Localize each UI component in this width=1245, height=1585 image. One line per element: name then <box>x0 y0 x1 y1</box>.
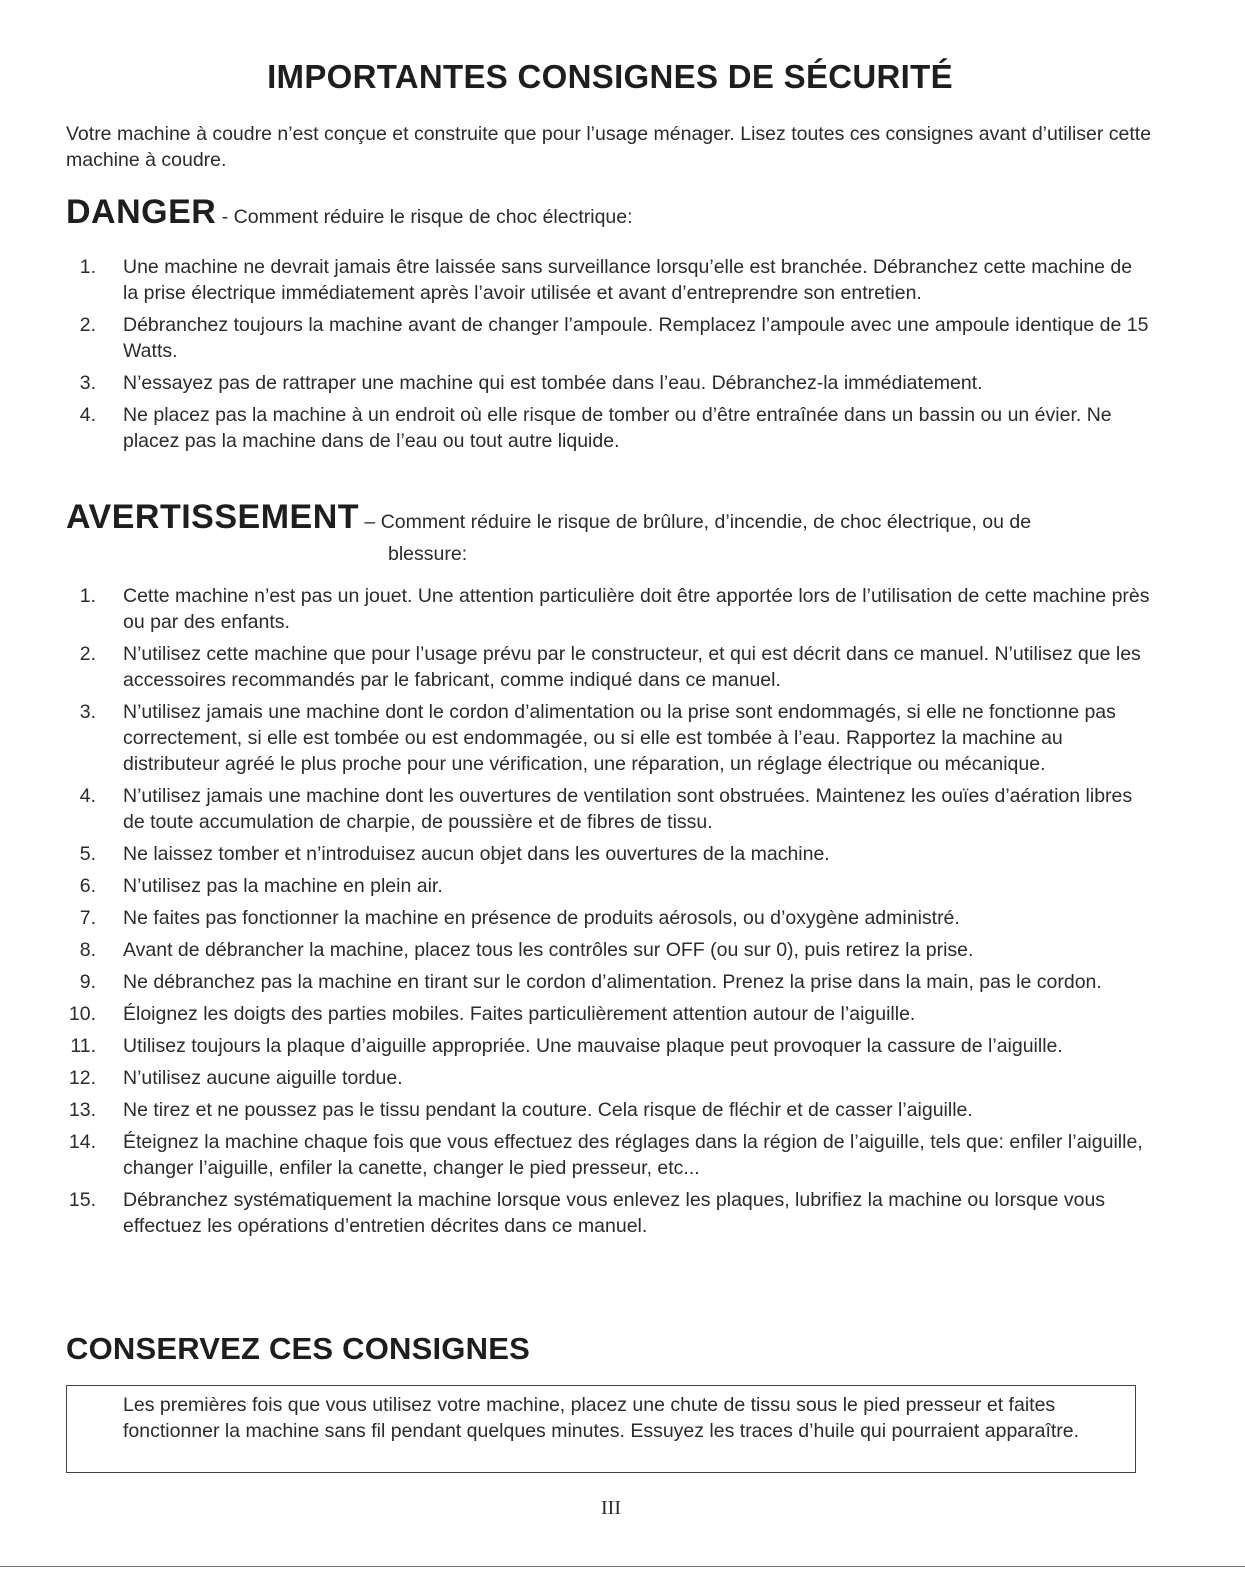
danger-subtitle: - Comment réduire le risque de choc électrique: <box>216 206 633 228</box>
warning-subtitle-line2: blessure: <box>388 543 468 565</box>
list-item <box>66 905 1151 931</box>
item-text: Avant de débrancher la machine, placez tous les contrôles sur OFF (ou sur 0), puis retirez la prise. <box>123 939 974 961</box>
list-item <box>66 641 1151 693</box>
item-number: 1. <box>79 585 96 607</box>
item-text: N’utilisez pas la machine en plein air. <box>123 875 443 897</box>
item-number: 3. <box>79 701 96 723</box>
item-number: 5. <box>79 843 96 865</box>
item-number: 1. <box>79 256 96 278</box>
item-number: 2. <box>79 314 96 336</box>
list-item <box>66 937 1151 963</box>
list-item <box>66 1065 1151 1091</box>
page-number: III <box>601 1497 621 1519</box>
item-number: 6. <box>79 875 96 897</box>
danger-heading <box>66 193 633 232</box>
warning-list <box>66 583 1151 1245</box>
list-item <box>66 402 1151 454</box>
item-text: Ne débranchez pas la machine en tirant sur le cordon d’alimentation. Prenez la prise dans la main, pas le cordon. <box>123 971 1102 993</box>
conserve-heading: CONSERVEZ CES CONSIGNES <box>66 1331 530 1366</box>
item-number: 11. <box>70 1035 96 1057</box>
item-number: 12. <box>68 1067 96 1089</box>
item-text: Ne placez pas la machine à un endroit où elle risque de tomber ou d’être entraînée dans un bassin ou un évier. Ne placez pas la machine dans de l’eau ou tout autre liquide. <box>123 404 1112 452</box>
item-text: Éloignez les doigts des parties mobiles. Faites particulièrement attention autour de l’aiguille. <box>123 1003 916 1025</box>
warning-keyword: AVERTISSEMENT <box>66 498 360 536</box>
item-number: 7. <box>79 907 96 929</box>
list-item <box>66 873 1151 899</box>
list-item <box>66 1097 1151 1123</box>
note-text: Les premières fois que vous utilisez votre machine, placez une chute de tissu sous le pied presseur et faites fonctionner la machine sans fil pendant quelques minutes. Essuyez les traces d’huile qui pourraient apparaître. <box>123 1394 1080 1442</box>
list-item <box>66 699 1151 777</box>
list-item <box>66 841 1151 867</box>
intro-paragraph: Votre machine à coudre n’est conçue et construite que pour l’usage ménager. Lisez toutes ces consignes avant d’utiliser cette machine à coudre. <box>66 123 1152 171</box>
danger-keyword: DANGER <box>66 193 217 231</box>
list-item <box>66 370 1151 396</box>
list-item <box>66 1033 1151 1059</box>
item-number: 13. <box>68 1099 96 1121</box>
item-number: 4. <box>79 785 96 807</box>
item-text: Une machine ne devrait jamais être laissée sans surveillance lorsqu’elle est branchée. Débranchez cette machine de la prise électrique immédiatement après l’avoir utilisée et avant d’entreprendre son entretien. <box>123 256 1133 304</box>
item-number: 2. <box>79 643 96 665</box>
item-text: Éteignez la machine chaque fois que vous effectuez des réglages dans la région de l’aiguille, tels que: enfiler l’aiguille, changer l’aiguille, enfiler la canette, changer le pied presseur, etc... <box>123 1131 1143 1179</box>
list-item <box>66 583 1151 635</box>
item-text: Débranchez systématiquement la machine lorsque vous enlevez les plaques, lubrifiez la machine ou lorsque vous effectuez les opérations d’entretien décrites dans ce manuel. <box>123 1189 1106 1237</box>
item-text: N’utilisez jamais une machine dont le cordon d’alimentation ou la prise sont endommagés, si elle ne fonctionne pas correctement, si elle est tombée ou est endommagée, ou si elle est tombée à l’eau. Rapportez la machine au distributeur agréé le plus proche pour une vérification, une réparation, un réglage électrique ou mécanique. <box>123 701 1116 775</box>
list-item <box>66 312 1151 364</box>
list-item <box>66 783 1151 835</box>
warning-subtitle: – Comment réduire le risque de brûlure, d’incendie, de choc électrique, ou de <box>359 511 1032 533</box>
list-item <box>66 1129 1151 1181</box>
list-item <box>66 969 1151 995</box>
list-item <box>66 1001 1151 1027</box>
item-text: N’utilisez cette machine que pour l’usage prévu par le constructeur, et qui est décrit dans ce manuel. N’utilisez que les accessoires recommandés par le fabricant, comme indiqué dans ce manuel. <box>123 643 1141 691</box>
danger-list <box>66 254 1151 460</box>
list-item <box>66 1187 1151 1239</box>
note-box <box>66 1385 1136 1473</box>
item-text: Débranchez toujours la machine avant de changer l’ampoule. Remplacez l’ampoule avec une ampoule identique de 15 Watts. <box>123 314 1149 362</box>
item-text: Cette machine n’est pas un jouet. Une attention particulière doit être apportée lors de l’utilisation de cette machine près ou par des enfants. <box>123 585 1150 633</box>
bottom-divider <box>0 1566 1245 1567</box>
item-number: 4. <box>79 404 96 426</box>
item-text: Ne tirez et ne poussez pas le tissu pendant la couture. Cela risque de fléchir et de casser l’aiguille. <box>123 1099 973 1121</box>
item-number: 8. <box>79 939 96 961</box>
page-title: IMPORTANTES CONSIGNES DE SÉCURITÉ <box>267 58 953 95</box>
item-text: Ne laissez tomber et n’introduisez aucun objet dans les ouvertures de la machine. <box>123 843 830 865</box>
item-text: N’utilisez aucune aiguille tordue. <box>123 1067 403 1089</box>
warning-heading <box>66 498 1166 569</box>
item-text: Utilisez toujours la plaque d’aiguille appropriée. Une mauvaise plaque peut provoquer la cassure de l’aiguille. <box>123 1035 1063 1057</box>
item-text: N’utilisez jamais une machine dont les ouvertures de ventilation sont obstruées. Maintenez les ouïes d’aération libres de toute accumulation de charpie, de poussière et de fibres de tissu. <box>123 785 1133 833</box>
item-text: N’essayez pas de rattraper une machine qui est tombée dans l’eau. Débranchez-la immédiatement. <box>123 372 983 394</box>
item-number: 3. <box>79 372 96 394</box>
item-number: 10. <box>68 1003 96 1025</box>
item-number: 15. <box>68 1189 96 1211</box>
item-number: 9. <box>79 971 96 993</box>
item-text: Ne faites pas fonctionner la machine en présence de produits aérosols, ou d’oxygène administré. <box>123 907 960 929</box>
item-number: 14. <box>68 1131 96 1153</box>
list-item <box>66 254 1151 306</box>
